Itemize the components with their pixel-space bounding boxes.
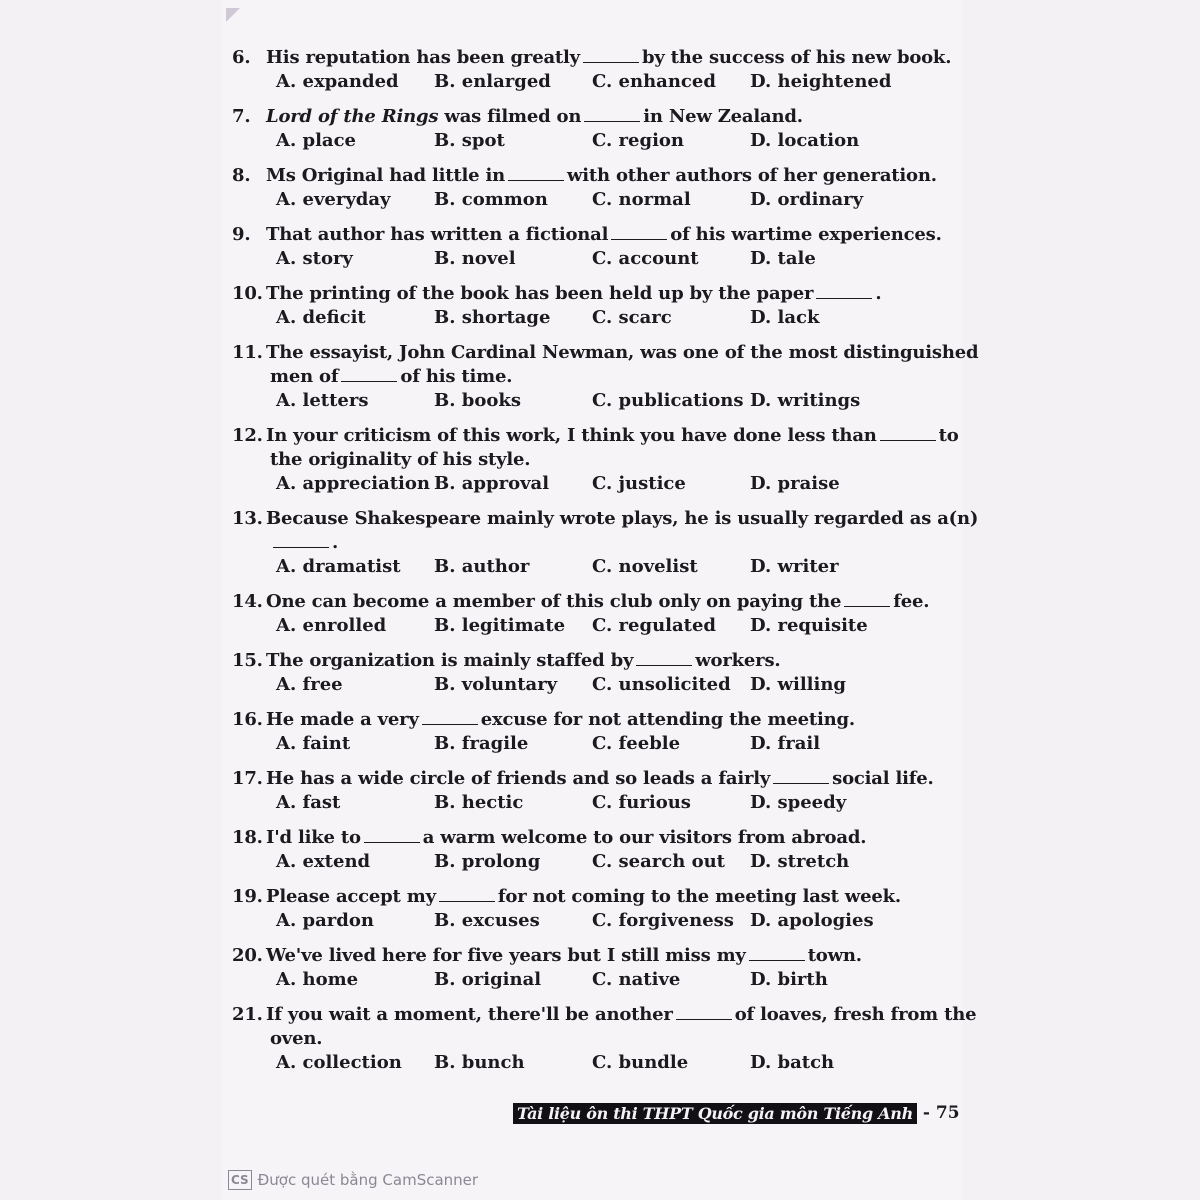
question-12: 12. In your criticism of this work, I think you have done less than to the originality of his style. A. appreciation B. approval C. justice D. praise (232, 425, 959, 494)
question-number: 20. (232, 945, 263, 966)
option-b: B. spot (434, 130, 505, 151)
question-7: 7. Lord of the Rings was filmed on in New Zealand. A. place B. spot C. region D. location (232, 105, 922, 153)
question-number: 10. (232, 283, 263, 304)
question-9: 9. That author has written a fictional of his wartime experiences. A. story B. novel C. account D. tale (232, 224, 942, 269)
answer-blank (341, 365, 397, 382)
footer-book-title: Tài liệu ôn thi THPT Quốc gia môn Tiếng Anh (513, 1103, 917, 1124)
option-c: C. justice (592, 473, 686, 494)
option-d: D. speedy (750, 792, 847, 813)
option-b: B. fragile (434, 733, 529, 754)
option-d: D. location (750, 130, 860, 151)
option-c: C. native (592, 969, 681, 990)
option-b: B. approval (434, 473, 550, 494)
option-a: A. place (276, 130, 356, 151)
option-c: C. novelist (592, 556, 698, 577)
question-15: 15. The organization is mainly staffed by workers. A. free B. voluntary C. unsolicited D. willing (232, 649, 922, 697)
option-c: C. normal (592, 189, 691, 210)
option-d: D. writings (750, 390, 861, 411)
option-a: A. appreciation (276, 473, 430, 494)
option-d: D. batch (750, 1052, 835, 1073)
question-10: 10. The printing of the book has been held up by the paper . A. deficit B. shortage C. scarc D. lack (232, 282, 922, 330)
question-18: 18. I'd like to a warm welcome to our visitors from abroad. A. extend B. prolong C. search out D. stretch (232, 826, 922, 874)
camscanner-logo-icon: CS (228, 1170, 252, 1190)
answer-options (232, 614, 922, 638)
option-b: B. legitimate (434, 615, 566, 636)
option-b: B. hectic (434, 792, 524, 813)
question-number: 12. (232, 425, 263, 446)
question-11: 11. The essayist, John Cardinal Newman, was one of the most distinguished men of of his time. A. letters B. books C. publications D. writings (232, 342, 979, 411)
option-c: C. scarc (592, 307, 672, 328)
option-a: A. deficit (276, 307, 366, 328)
question-number: 17. (232, 768, 263, 789)
answer-options (232, 968, 922, 992)
answer-options (232, 850, 922, 874)
option-c: C. search out (592, 851, 725, 872)
question-list (232, 46, 979, 1086)
option-b: B. books (434, 390, 521, 411)
answer-blank (611, 223, 667, 240)
question-number: 11. (232, 342, 263, 363)
answer-options (232, 247, 922, 271)
option-a: A. free (276, 674, 343, 695)
option-c: C. region (592, 130, 684, 151)
page-corner-mark (226, 8, 240, 22)
answer-blank (583, 46, 639, 63)
answer-options (232, 188, 922, 212)
question-6: 6. His reputation has been greatly by the success of his new book. A. expanded B. enlarged C. enhanced D. heightened (232, 47, 952, 92)
option-d: D. writer (750, 556, 839, 577)
option-c: C. unsolicited (592, 674, 731, 695)
answer-blank (364, 826, 420, 843)
answer-options (232, 673, 922, 697)
option-a: A. fast (276, 792, 341, 813)
option-c: C. enhanced (592, 71, 716, 92)
question-17: 17. He has a wide circle of friends and so leads a fairly social life. A. fast B. hectic C. furious D. speedy (232, 768, 934, 813)
question-20: 20. We've lived here for five years but I still miss my town. A. home B. original C. native D. birth (232, 944, 922, 992)
option-b: B. novel (434, 248, 516, 269)
option-d: D. lack (750, 307, 820, 328)
question-21: 21. If you wait a moment, there'll be another of loaves, fresh from the oven. A. collection B. bunch C. bundle D. batch (232, 1004, 977, 1073)
option-a: A. pardon (276, 910, 374, 931)
option-d: D. requisite (750, 615, 868, 636)
option-c: C. furious (592, 792, 691, 813)
option-d: D. ordinary (750, 189, 864, 210)
page-number: - 75 (922, 1103, 960, 1123)
question-number: 7. (232, 106, 251, 127)
option-a: A. letters (276, 390, 369, 411)
option-d: D. stretch (750, 851, 850, 872)
answer-blank (749, 944, 805, 961)
question-13: 13. Because Shakespeare mainly wrote plays, he is usually regarded as a(n) . A. dramatist B. author C. novelist D. writer (232, 508, 979, 577)
option-d: D. apologies (750, 910, 874, 931)
option-b: B. enlarged (434, 71, 551, 92)
question-number: 6. (232, 47, 251, 68)
question-16: 16. He made a very excuse for not attending the meeting. A. faint B. fragile C. feeble D. frail (232, 708, 922, 756)
option-a: A. story (276, 248, 353, 269)
question-number: 21. (232, 1004, 263, 1025)
option-a: A. everyday (276, 189, 391, 210)
answer-options (232, 732, 922, 756)
option-a: A. extend (276, 851, 371, 872)
option-c: C. feeble (592, 733, 681, 754)
camscanner-watermark (228, 1170, 478, 1190)
option-a: A. faint (276, 733, 351, 754)
answer-options (232, 70, 922, 94)
option-d: D. willing (750, 674, 847, 695)
answer-blank (508, 164, 564, 181)
option-d: D. frail (750, 733, 821, 754)
option-c: C. account (592, 248, 699, 269)
option-b: B. voluntary (434, 674, 558, 695)
option-d: D. tale (750, 248, 816, 269)
option-b: B. shortage (434, 307, 551, 328)
option-c: C. regulated (592, 615, 717, 636)
question-number: 19. (232, 886, 263, 907)
question-number: 9. (232, 224, 251, 245)
answer-blank (844, 590, 890, 607)
answer-options (232, 909, 922, 933)
question-8: 8. Ms Original had little in with other authors of her generation. A. everyday B. common C. normal D. ordinary (232, 165, 937, 210)
page-footer (513, 1100, 960, 1126)
option-a: A. dramatist (276, 556, 401, 577)
answer-blank (584, 105, 640, 122)
option-c: C. forgiveness (592, 910, 734, 931)
camscanner-text: Được quét bằng CamScanner (257, 1171, 479, 1189)
option-b: B. bunch (434, 1052, 525, 1073)
answer-options (232, 1051, 922, 1075)
option-a: A. collection (276, 1052, 402, 1073)
option-b: B. author (434, 556, 530, 577)
answer-blank (773, 767, 829, 784)
option-b: B. common (434, 189, 548, 210)
question-number: 16. (232, 709, 263, 730)
option-d: D. birth (750, 969, 828, 990)
answer-blank (439, 885, 495, 902)
option-b: B. prolong (434, 851, 541, 872)
option-d: D. heightened (750, 71, 892, 92)
question-number: 18. (232, 827, 263, 848)
answer-blank (676, 1003, 732, 1020)
question-number: 8. (232, 165, 251, 186)
answer-blank (880, 424, 936, 441)
question-number: 14. (232, 591, 263, 612)
answer-blank (422, 708, 478, 725)
answer-options (232, 306, 922, 330)
option-a: A. expanded (276, 71, 399, 92)
answer-options (232, 389, 922, 413)
question-number: 13. (232, 508, 263, 529)
answer-options (232, 555, 922, 579)
answer-options (232, 129, 922, 153)
question-19: 19. Please accept my for not coming to the meeting last week. A. pardon B. excuses C. forgiveness D. apologies (232, 885, 922, 933)
answer-blank (273, 531, 329, 548)
question-14: 14. One can become a member of this club only on paying the fee. A. enrolled B. legitimate C. regulated D. requisite (232, 591, 930, 636)
answer-blank (816, 282, 872, 299)
option-d: D. praise (750, 473, 840, 494)
option-a: A. home (276, 969, 359, 990)
question-number: 15. (232, 650, 263, 671)
option-c: C. publications (592, 390, 744, 411)
answer-blank (636, 649, 692, 666)
book-title: Lord of the Rings (266, 106, 439, 127)
option-b: B. excuses (434, 910, 540, 931)
option-b: B. original (434, 969, 542, 990)
option-a: A. enrolled (276, 615, 387, 636)
answer-options (232, 472, 922, 496)
answer-options (232, 791, 922, 815)
option-c: C. bundle (592, 1052, 689, 1073)
